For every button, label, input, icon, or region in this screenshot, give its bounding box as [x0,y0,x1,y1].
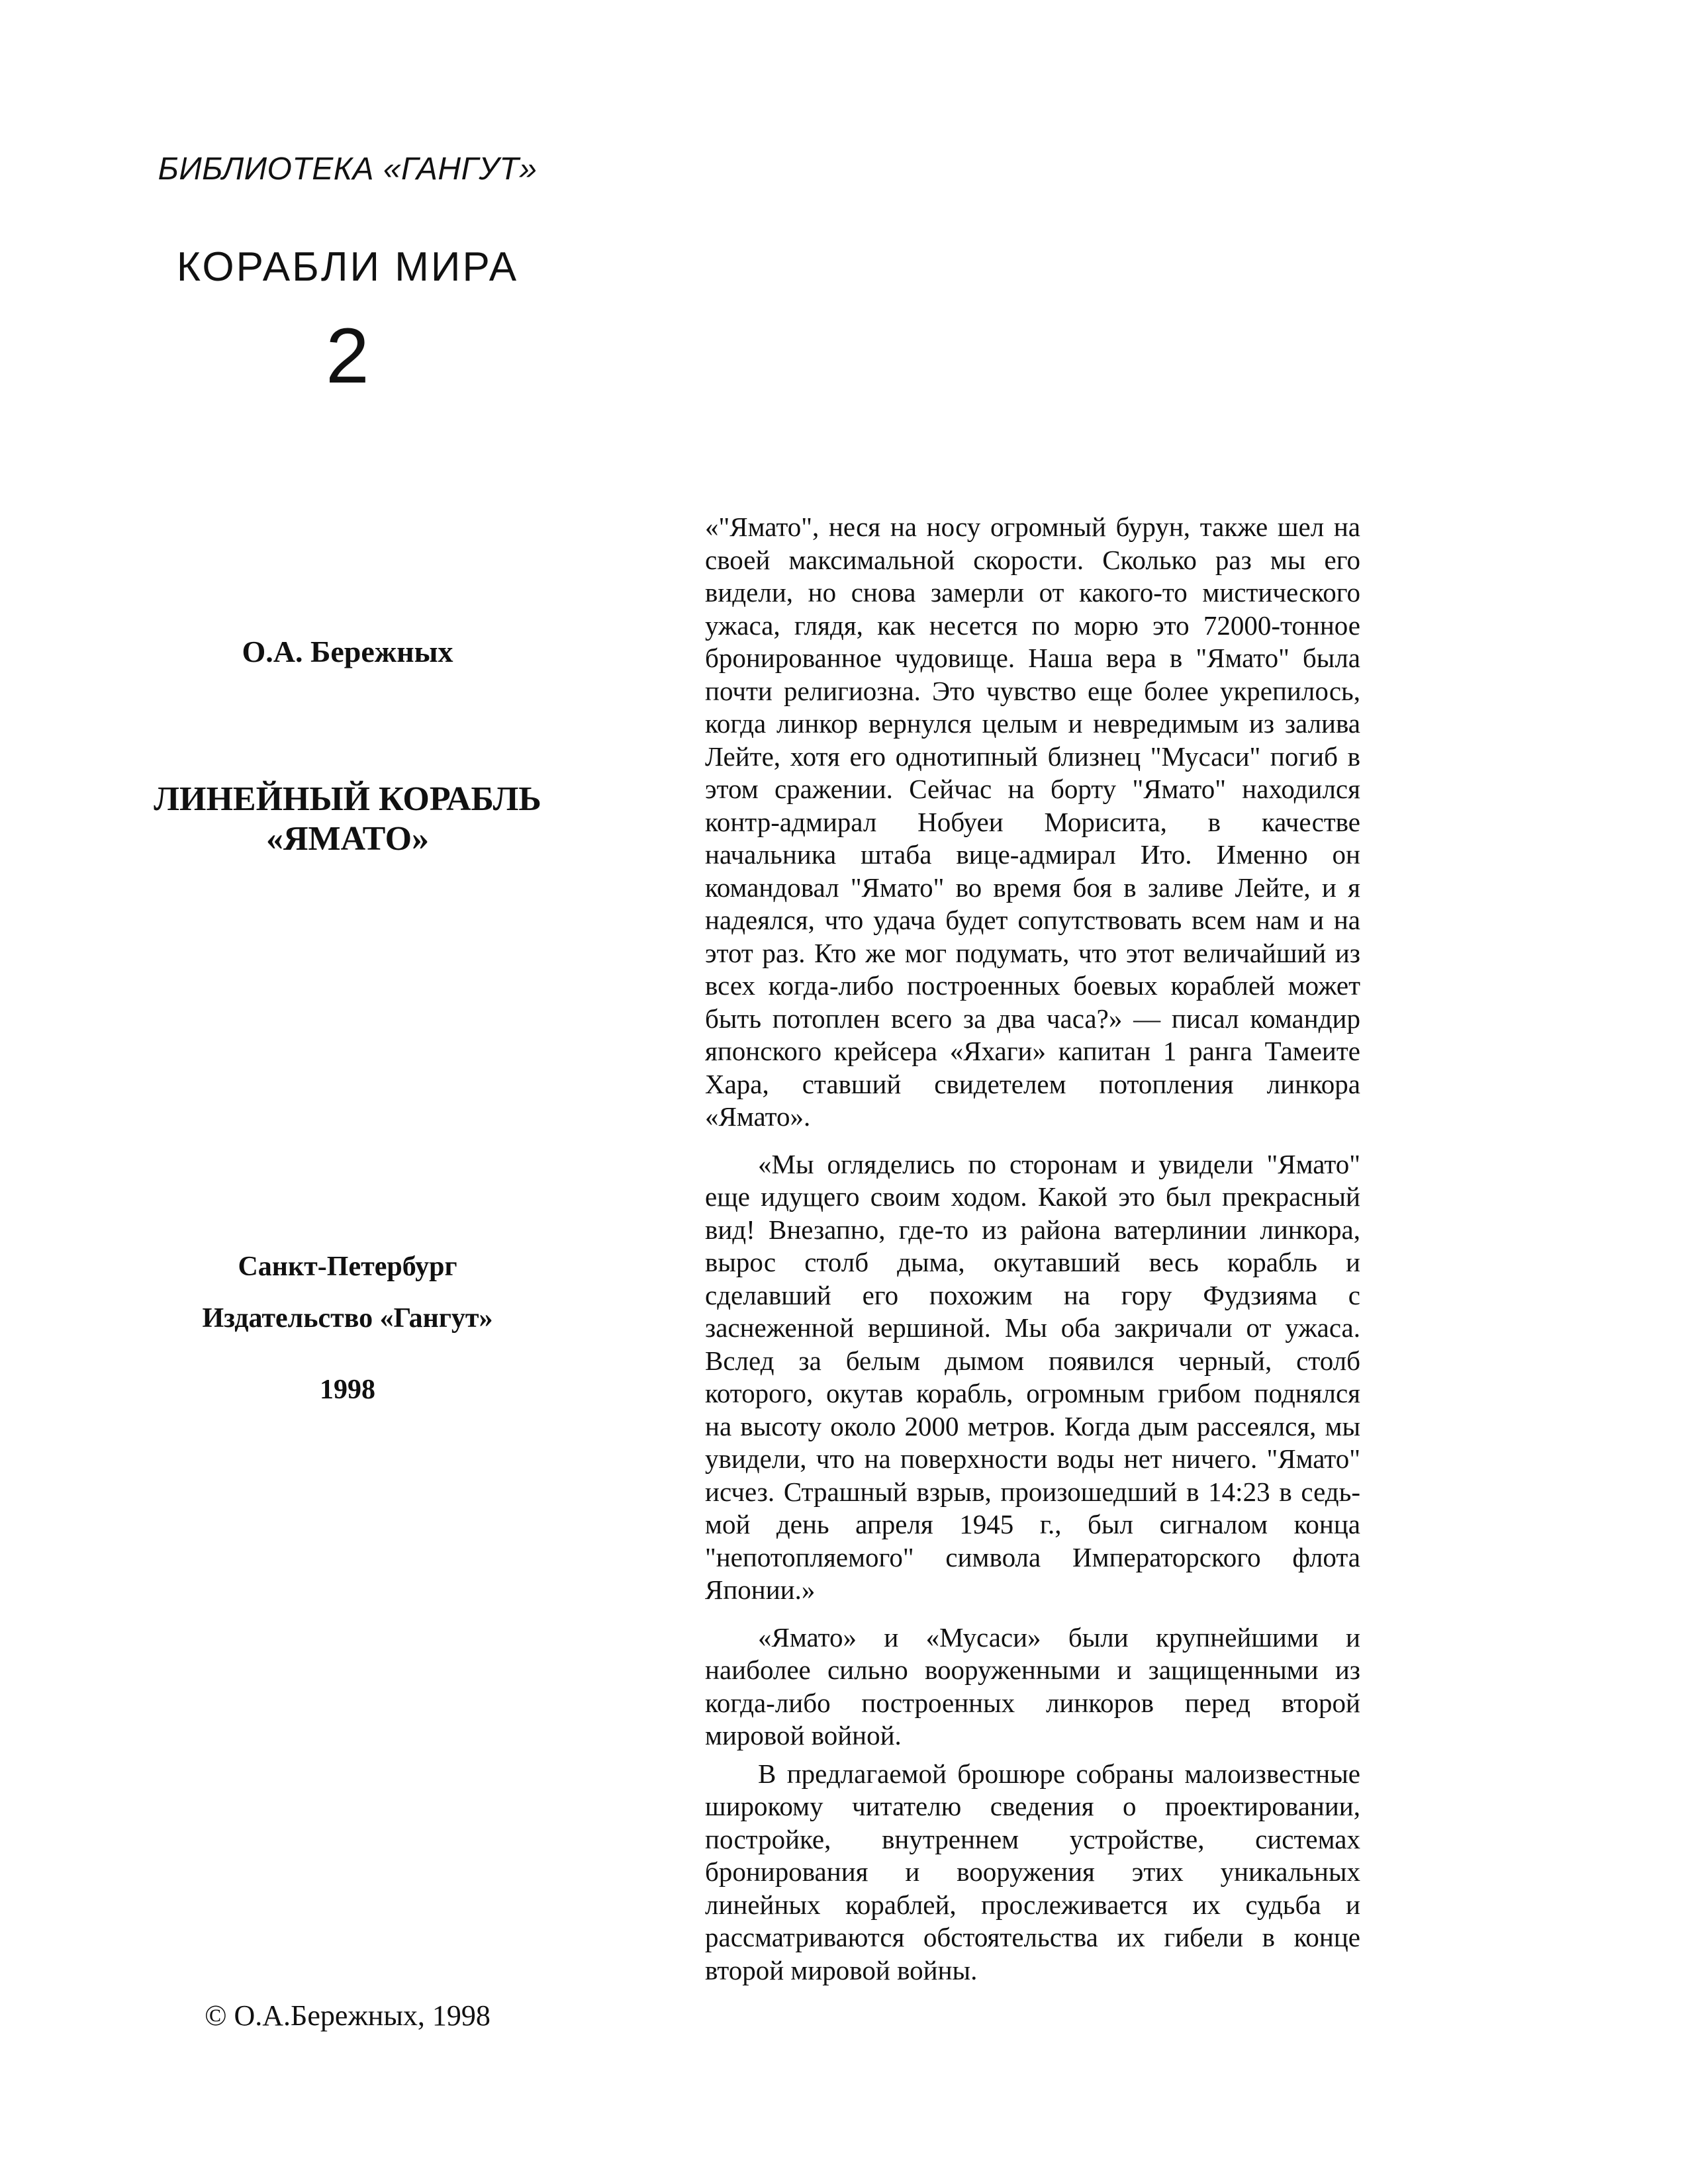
publisher-name: Издательство «Гангут» [202,1303,493,1334]
subseries-name: КОРАБЛИ МИРА [176,244,519,290]
series-name: БИБЛИОТЕКА «ГАНГУТ» [158,152,538,187]
author-name: О.А. Бережных [242,635,453,668]
book-title [106,780,589,859]
paragraph-4: В предлагаемой брошюре собраны малоизвестные широкому читателю сведения о проектировании, постройке, внутреннем устройстве, системах бронирования и вооружения этих уникальных линейных кораблей, прослеживается их судьба и рассматриваются обстоятельства их гибели в конце второй мировой войны. [705,1758,1360,1985]
paragraph-3: «Ямато» и «Мусаси» были крупнейшими и наиболее сильно вооруженными и защищенными из когда-либо построенных линкоров перед второй мировой войной. [705,1621,1360,1751]
paragraph-1: «"Ямато", неся на носу огромный бурун, также шел на своей максимальной скорости. Сколько раз мы его видели, но снова замерли от какого-то мистического ужаса, глядя, как несется по морю это 72000-тонное бронированное чудовище. Наша вера в "Ямато" была почти религиозна. Это чувство еще более укрепилось, когда линкор вернулся целым и невредимым из залива Лейте, хотя его однотипный близнец "Мусаси" погиб в этом сражении. Сейчас на борту "Ямато" находился контр-адмирал Нобуеи Морисита, в качестве начальника штаба вице-адмирал Ито. Именно он командовал "Ямато" во время боя в заливе Лейте, и я надеялся, что удача будет сопутствовать всем нам и на этот раз. Кто же мог подумать, что этот величайший из всех когда-либо построенных боевых кораблей может быть потоплен всего за два часа?» — писал командир японского крейсера «Яхаги» капитан 1 ранга Тамеите Хара, ставший свидетелем потопления линкора «Ямато». [705,512,1360,1132]
volume-number: 2 [326,312,369,400]
book-title-line-1: ЛИНЕЙНЫЙ КОРАБЛЬ [154,780,541,818]
publication-city: Санкт-Петербург [238,1251,457,1282]
paragraph-2: «Мы огляделись по сторонам и увидели "Ямато" еще идущего своим ходом. Какой это был прекрасный вид! Внезапно, где-то из района ватерлинии линкора, вырос столб дыма, окутавший весь корабль и сделавший его похожим на гору Фудзияма с заснеженной вершиной. Мы оба закричали от ужаса. Вслед за белым дымом появился черный, столб которого, окутав корабль, огромным грибом поднялся на высоту около 2000 метров. Когда дым рассеялся, мы увидели, что на поверхности воды нет ничего. "Ямато" исчез. Страшный взрыв, произошедший в 14:23 в седьмой день апреля 1945 г., был сигналом конца "непотопляемого" символа Императорского флота Японии.» [705,1148,1360,1605]
publication-year: 1998 [320,1375,375,1405]
annotation-text [705,511,1360,1987]
copyright-notice: © О.А.Бережных, 1998 [205,1999,491,2032]
book-title-line-2: «ЯМАТО» [265,820,430,858]
